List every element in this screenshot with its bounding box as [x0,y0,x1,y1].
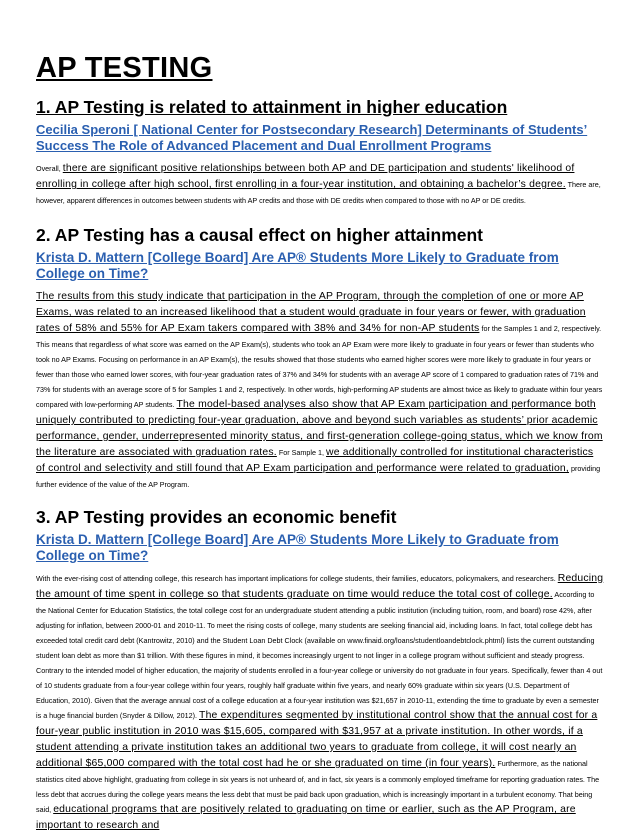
section-3-source-link[interactable]: Krista D. Mattern [College Board] Are AP® Students More Likely to Graduate from College on Time? [36,532,559,563]
highlighted-finding: there are significant positive relationships between both AP and DE participation and students' likelihood of enrolling in college after high school, first enrolling in a four-year institution, and obtaining a bachelor’s degree. [36,163,575,190]
section-2 [36,225,604,491]
section-2-body: The results from this study indicate that participation in the AP Program, through the completion of one or more AP Exams, was related to an increased likelihood that a student would graduate in four years or fewer, with graduation rates of 58% and 55% for AP Exam takers compared with 38% and 34% for non-AP students for the Samples 1 and 2, respectively. This means that regardless of what score was earned on the AP Exam(s), students who took an AP Exam were more likely to graduate in four years or fewer than students who took no AP Exams. Focusing on performance in an AP Exam(s), the results showed that those students who earned higher scores were more likely to graduate in four years or fewer than those who earned lower scores, with four-year graduation rates of 37% and 34% for students with an average AP score of 1 compared to graduation rates of 71% and 73% for students with an average score of 5 for Samples 1 and 2, respectively. In other words, high-performing AP students are almost twice as likely to graduate within four years compared with low-performing AP students. The model-based analyses also show that AP Exam participation and performance both uniquely contributed to predicting four-year graduation, above and beyond such variables as students’ prior academic performance, gender, underrepresented minority status, and first-generation college-going status, which we know from the literature are associated with graduation rates. For Sample 1, we additionally controlled for institutional characteristics of control and selectivity and still found that AP Exam participation and performance were related to graduation, providing further evidence of the value of the AP Program. [36,291,603,489]
page-title: AP TESTING [36,52,213,84]
section-1-body: Overall, there are significant positive relationships between both AP and DE participation and students' likelihood of enrolling in college after high school, first enrolling in a four-year institution, and obtaining a bachelor’s degree. There are, however, apparent differences in outcomes between students with AP credits and those with DE credits when compared to those with no AP or DE credits. [36,163,601,205]
highlighted-finding: The model-based analyses also show that AP Exam participation and performance both uniquely contributed to predicting four-year graduation, above and beyond such variables as students’ prior academic performance, gender, underrepresented minority status, and first-generation college-going status, which we know from the literature are associated with graduation rates. [36,399,603,458]
highlighted-finding: Reducing the amount of time spent in college so that students graduate on time would reduce the total cost of college. [36,573,604,600]
section-1-source-link[interactable]: Cecilia Speroni [ National Center for Postsecondary Research] Determinants of Students’ Success The Role of Advanced Placement and Dual Enrollment Programs [36,122,588,153]
section-2-source-link[interactable]: Krista D. Mattern [College Board] Are AP® Students More Likely to Graduate from College on Time? [36,250,559,281]
highlighted-finding: The expenditures segmented by institutional control show that the annual cost for a four-year public institution in 2010 was $15,605, compared with $31,957 at a private institution. In other words, if a student attending a private institution takes an additional two years to graduate from college, it will cost nearly an additional $65,000 compared with the total cost had he or she graduated on time (in four years). [36,710,598,769]
highlighted-finding: educational programs that are positively related to graduating on time or earlier, such as the AP Program, are important to research and [36,804,576,831]
highlighted-finding: The results from this study indicate that participation in the AP Program, through the completion of one or more AP Exams, was related to an increased likelihood that a student would graduate in four years or fewer, with graduation rates of 58% and 55% for AP Exam takers compared with 38% and 34% for non-AP students [36,291,586,334]
section-1 [36,97,604,207]
section-3-body: With the ever-rising cost of attending college, this research has important implications for college students, their families, educators, policymakers, and researchers. Reducing the amount of time spent in college so that students graduate on time would reduce the total cost of college. According to the National Center for Education Statistics, the total college cost for an undergraduate student attending a public institution (including tuition, room, and board) rose 42%, after adjusting for inflation, between 2000-01 and 2010-11. To meet the rising costs of college, many students are seeking financial aid, including loans. In fact, total college debt has exceeded total credit card debt (Kantrowitz, 2010) and the Student Loan Debt Clock (available on www.finaid.org/loans/studentloandebtclock.phtml) lists the current outstanding student loan debt as more than $1 trillion. With these figures in mind, it becomes increasingly urgent to not linger in a college program without sufficient and steady progress. Contrary to the intended model of higher education, the majority of students enrolled in a four-year college or university do not graduate in four years. Specifically, fewer than 4 out of 10 students graduate from a four-year college within four years, roughly half graduate within five years, and nearly 60% graduate within six years (U.S. Department of Education, 2010). Given that the average annual cost of a college education at a four-year institution was $21,657 in 2010-11, extending the time to graduate by even a semester is a huge financial burden (Snyder & Dillow, 2012). The expenditures segmented by institutional control show that the annual cost for a four-year public institution in 2010 was $15,605, compared with $31,957 at a private institution. In other words, if a student attending a private institution takes an additional two years to graduate from college, it will cost nearly an additional $65,000 compared with the total cost had he or she graduated on time (in four years). Furthermore, as the national statistics cited above highlight, graduating from college in six years is not unheard of, and in fact, six years is a commonly employed timeframe for reporting graduation rates. The less debt that accrues during the college years means the less debt that must be paid back upon graduation, which is increasingly important in a turbulent economy. That being said, educational programs that are positively related to graduating on time or earlier, such as the AP Program, are important to research and [36,573,604,831]
section-2-heading: 2. AP Testing has a causal effect on higher attainment [36,225,484,245]
section-3 [36,507,604,833]
section-3-heading: 3. AP Testing provides an economic benefit [36,507,397,527]
highlighted-finding: we additionally controlled for institutional characteristics of control and selectivity and still found that AP Exam participation and performance were related to graduation, [36,447,594,474]
document-page [36,44,604,833]
section-1-heading: 1. AP Testing is related to attainment in higher education [36,97,508,117]
